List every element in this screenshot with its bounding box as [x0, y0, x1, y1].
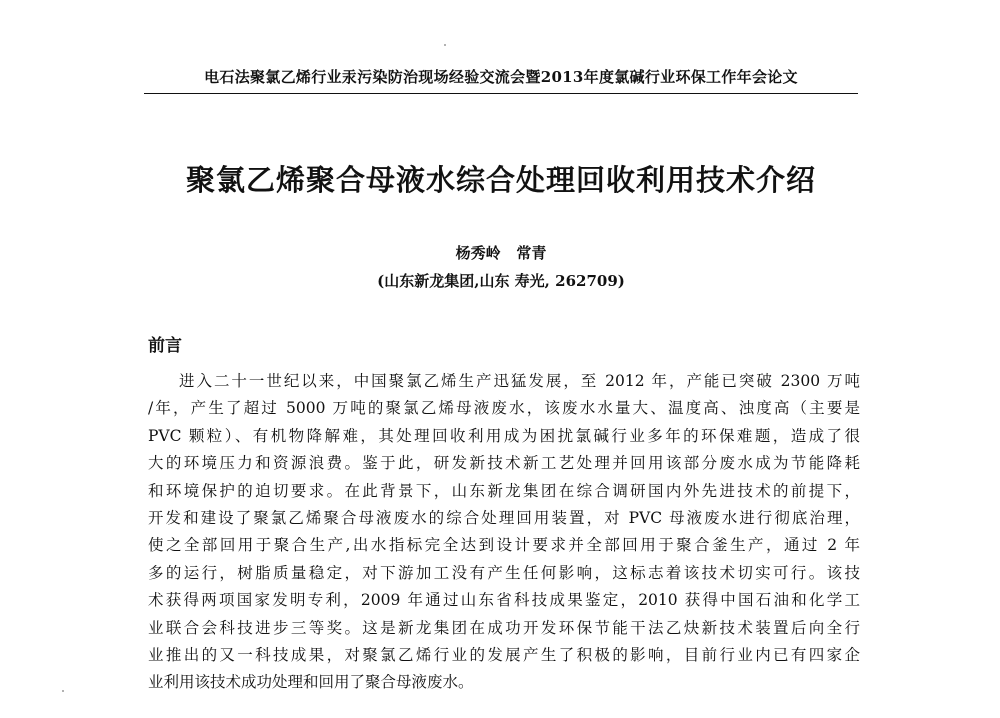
paragraph-line: 进入二十一世纪以来，中国聚氯乙烯生产迅猛发展，至 2012 年，产能已突破 2300 万吨 [179, 372, 860, 390]
scan-artifact [62, 690, 64, 692]
body-paragraph [148, 368, 860, 697]
paragraph-line: 多的运行，树脂质量稳定，对下游加工没有产生任何影响，这标志着该技术切实可行。该技 [148, 563, 860, 582]
author-affiliation: (山东新龙集团,山东 寿光, 262709) [377, 272, 625, 290]
author-names: 杨秀岭 常青 [455, 244, 547, 262]
paragraph-line: 术获得两项国家发明专利，2009 年通过山东省科技成果鉴定，2010 获得中国石油和化学工 [148, 591, 860, 610]
paragraph-line: 业联合会科技进步三等奖。这是新龙集团在成功开发环保节能干法乙炔新技术装置后向全行 [148, 618, 860, 637]
section-heading: 前言 [148, 336, 182, 356]
header-rule [144, 93, 858, 94]
paper-title: 聚氯乙烯聚合母液水综合处理回收利用技术介绍 [185, 163, 816, 197]
scan-artifact [444, 44, 446, 46]
paragraph-line: 大的环境压力和资源浪费。鉴于此，研发新技术新工艺处理并回用该部分废水成为节能降耗 [148, 454, 860, 473]
paragraph-line: 使之全部回用于聚合生产,出水指标完全达到设计要求并全部回用于聚合釜生产，通过 2 年 [148, 536, 860, 555]
paragraph-line: PVC 颗粒）、有机物降解难，其处理回收利用成为困扰氯碱行业多年的环保难题，造成了很 [148, 426, 860, 445]
running-header: 电石法聚氯乙烯行业汞污染防治现场经验交流会暨2013年度氯碱行业环保工作年会论文 [204, 68, 798, 86]
paragraph-line: 业利用该技术成功处理和回用了聚合母液废水。 [148, 673, 474, 692]
paragraph-line: 业推出的又一科技成果，对聚氯乙烯行业的发展产生了积极的影响，目前行业内已有四家企 [148, 645, 860, 664]
paragraph-line: 开发和建设了聚氯乙烯聚合母液废水的综合处理回用装置，对 PVC 母液废水进行彻底治理， [148, 508, 860, 527]
paragraph-line: /年，产生了超过 5000 万吨的聚氯乙烯母液废水，该废水水量大、温度高、浊度高（主要是 [148, 399, 860, 418]
paragraph-line: 和环境保护的迫切要求。在此背景下，山东新龙集团在综合调研国内外先进技术的前提下， [148, 481, 860, 500]
